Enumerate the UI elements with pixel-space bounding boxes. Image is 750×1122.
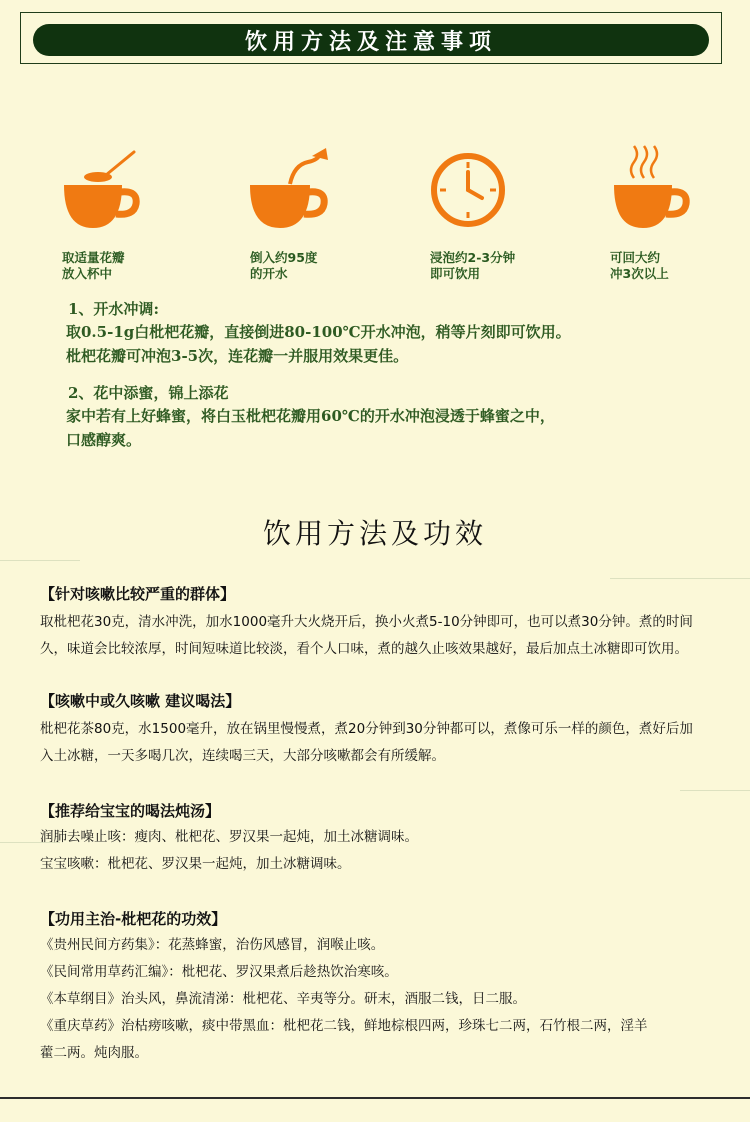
step-4: [610, 140, 750, 290]
section-block-3: [40, 800, 740, 878]
step-2-label: 倒入约95度 的开水: [250, 250, 318, 281]
brew-text-1a: 取0.5-1g白枇杷花瓣，直接倒进80-100℃开水冲泡，稍等片刻即可饮用。: [66, 323, 571, 341]
section-block-1: [40, 583, 740, 663]
decor-line: [610, 578, 750, 579]
block-3-line: 宝宝咳嗽：枇杷花、罗汉果一起炖，加土冰糖调味。: [40, 856, 351, 872]
brew-instructions: [68, 298, 728, 452]
brew-text-1b: 枇杷花瓣可冲泡3-5次，连花瓣一并服用效果更佳。: [66, 347, 409, 365]
section-block-4: [40, 908, 740, 1067]
section-title: 饮用方法及功效: [262, 517, 487, 550]
brew-text-2a: 家中若有上好蜂蜜，将白玉枇杷花瓣用60℃的开水冲泡浸透于蜂蜜之中，: [66, 407, 555, 425]
step-1: [62, 140, 212, 290]
footer-divider: [0, 1097, 750, 1099]
header-title: 饮用方法及注意事项: [33, 24, 709, 56]
step-2: [250, 140, 400, 290]
block-3-heading: 【推荐给宝宝的喝法炖汤】: [40, 802, 221, 820]
block-4-line: 《民间常用草药汇编》：枇杷花、罗汉果煮后趁热饮治寒咳。: [40, 964, 398, 980]
decor-line: [680, 790, 750, 791]
step-3: [430, 140, 580, 290]
block-1-line: 取枇杷花30克，清水冲洗，加水1000毫升大火烧开后，换小火煮5-10分钟即可，也可以煮30分钟。煮的时间: [40, 614, 693, 630]
clock-icon: [430, 140, 520, 240]
block-4-heading: 【功用主治-枇杷花的功效】: [40, 910, 227, 928]
step-1-label: 取适量花瓣 放入杯中: [62, 250, 125, 281]
block-2-line: 入土冰糖，一天多喝几次，连续喝三天，大部分咳嗽都会有所缓解。: [40, 748, 445, 764]
block-4-line: 《贵州民间方药集》：花蒸蜂蜜，治伤风感冒，润喉止咳。: [40, 937, 385, 953]
block-1-heading: 【针对咳嗽比较严重的群体】: [40, 585, 236, 603]
block-3-line: 润肺去噪止咳：瘦肉、枇杷花、罗汉果一起炖，加土冰糖调味。: [40, 829, 418, 845]
decor-line: [0, 560, 80, 561]
step-4-label: 可回大约 冲3次以上: [610, 250, 669, 281]
block-2-line: 枇杷花茶80克，水1500毫升，放在锅里慢慢煮，煮20分钟到30分钟都可以，煮像可乐一样的颜色，煮好后加: [40, 721, 693, 737]
brew-text-2b: 口感醇爽。: [66, 431, 142, 449]
brew-head-2: 2、花中添蜜，锦上添花: [68, 384, 229, 402]
header-frame: [20, 12, 722, 64]
block-4-line: 《重庆草药》治枯痨咳嗽，痰中带黑血：枇杷花二钱，鲜地棕根四两，珍珠七二两，石竹根二两，淫羊: [40, 1018, 648, 1034]
block-2-heading: 【咳嗽中或久咳嗽 建议喝法】: [40, 692, 241, 710]
section-block-2: [40, 690, 740, 770]
step-3-label: 浸泡约2-3分钟 即可饮用: [430, 250, 516, 281]
block-1-line: 久，味道会比较浓厚，时间短味道比较淡，看个人口味，煮的越久止咳效果越好，最后加点土冰糖即可饮用。: [40, 641, 688, 657]
brew-head-1: 1、开水冲调:: [68, 300, 159, 318]
cup-pouring-water-icon: [250, 140, 340, 240]
block-4-line: 《本草纲目》治头风，鼻流清涕：枇杷花、辛夷等分。研末，酒服二钱，日二服。: [40, 991, 526, 1007]
cup-with-spoon-icon: [62, 140, 152, 240]
brew-steps: [0, 140, 750, 290]
block-4-line: 藿二两。炖肉服。: [40, 1045, 148, 1061]
steaming-cup-icon: [610, 140, 700, 240]
